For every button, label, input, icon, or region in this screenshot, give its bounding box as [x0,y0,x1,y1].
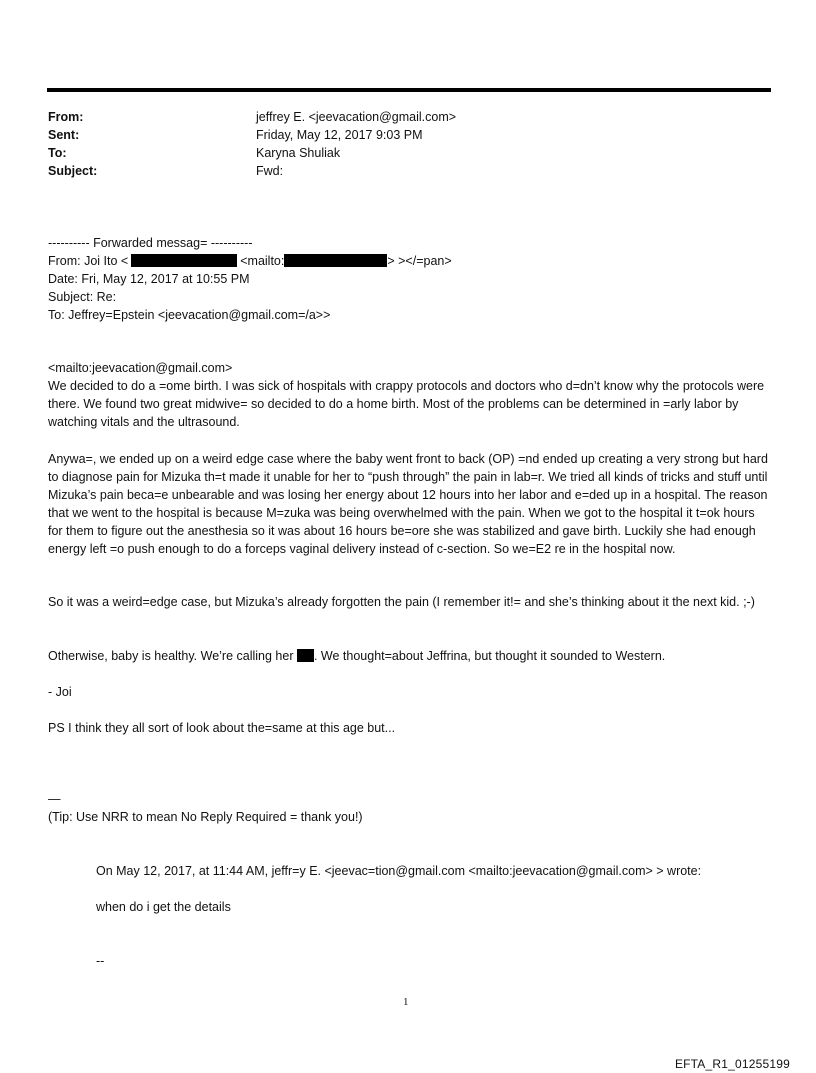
sent-label: Sent: [48,128,80,142]
to-label: To: [48,146,67,160]
signature-dash: — [48,792,61,806]
body-paragraph: We decided to do a =ome birth. I was sick of hospitals with crappy protocols and doctors who d=dn’t know why the protocols were there. We found two great midwive= so decided to do a home birth. Most of the problems can be determined in =arly labor by watching vitals and the ultrasound. [48,379,765,429]
sent-row [48,126,768,144]
forwarded-from-line [48,252,772,270]
redaction-block [284,254,387,267]
signoff: - Joi [48,685,72,699]
to-row [48,144,768,162]
tip-line: (Tip: Use NRR to mean No Reply Required = thank you!) [48,810,363,824]
redaction-block [131,254,237,267]
p4-before: Otherwise, baby is healthy. We’re calling her [48,649,297,663]
forwarded-from-mid: <mailto: [240,254,285,268]
forwarded-date: Date: Fri, May 12, 2017 at 10:55 PM [48,272,250,286]
forwarded-from-prefix: From: Joi Ito < [48,254,129,268]
forwarded-subject: Subject: Re: [48,290,117,304]
subject-label: Subject: [48,164,98,178]
from-value: jeffrey E. <jeevacation@gmail.com> [256,110,457,124]
redaction-block [297,649,314,662]
subject-row [48,162,768,180]
page-number: 1 [403,996,409,1008]
body-paragraph [48,647,772,665]
sent-value: Friday, May 12, 2017 9:03 PM [256,128,423,142]
forwarded-to: To: Jeffrey=Epstein <jeevacation@gmail.com=/a>> [48,308,331,322]
subject-value: Fwd: [256,164,284,178]
forwarded-divider: ---------- Forwarded messag= ---------- [48,236,253,250]
body-mailto: <mailto:jeevacation@gmail.com> [48,361,233,375]
p4-after: . We thought=about Jeffrina, but thought it sounded to Western. [313,649,666,663]
postscript: PS I think they all sort of look about the=same at this age but... [48,721,396,735]
body-paragraph: Anywa=, we ended up on a weird edge case where the baby went front to back (OP) =nd ended up creating a very strong but hard to diagnose pain for Mizuka th=t made it unable for her to “push through” the pain in lab=r. We tried all kinds of tricks and stuff until Mizuka’s pain beca=e unbearable and was losing her energy about 12 hours into her labor and e=ded up in a hospital. The reason that we went to the hospital is because M=zuka was being overwhelmed with the pain. When we got to the hospital it t=ok hours for them to figure out the anesthesia so it was about 16 hours be=ore she was stabilized and gave birth. Luckily she had enough energy left =o push enough to do a forceps vaginal delivery instead of c-section. So we=E2 re in the hospital now. [48,452,768,556]
bates-number: EFTA_R1_01255199 [674,1057,790,1071]
header-rule [47,88,771,92]
to-value: Karyna Shuliak [256,146,341,160]
quoted-text: when do i get the details [96,900,231,914]
forwarded-from-suffix: > ></=pan> [387,254,452,268]
body-paragraph: So it was a weird=edge case, but Mizuka’s already forgotten the pain (I remember it!= and she’s thinking about it the next kid. ;-) [48,595,755,609]
from-label: From: [48,110,84,124]
quoted-intro: On May 12, 2017, at 11:44 AM, jeffr=y E. <jeevac=tion@gmail.com <mailto:jeevacation@gmail.com> > wrote: [96,864,702,878]
quoted-dashes: -- [96,954,105,968]
from-row [48,108,768,126]
